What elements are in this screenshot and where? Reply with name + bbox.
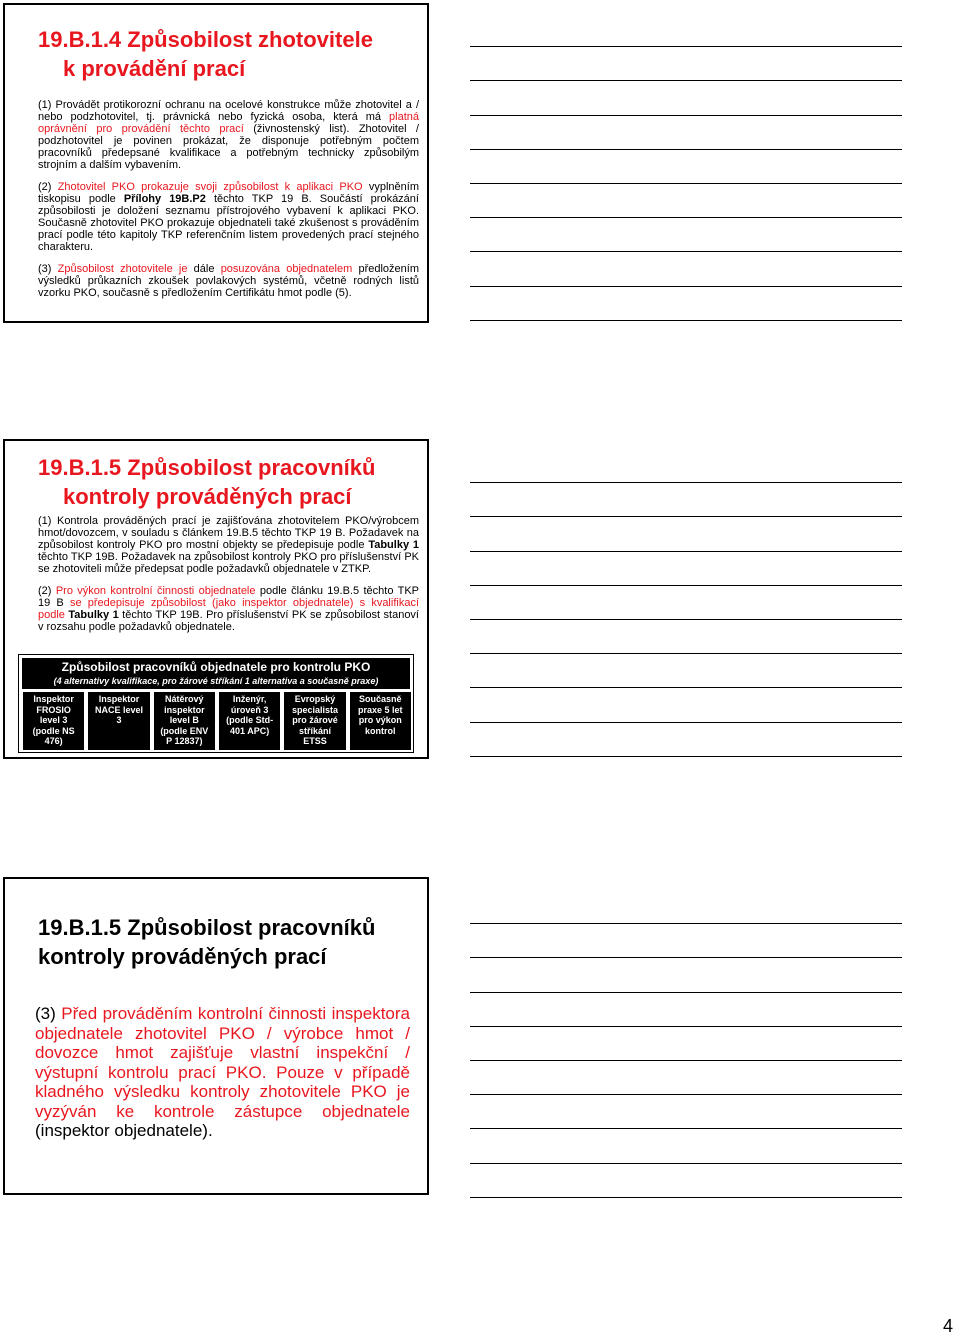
slide-body bbox=[38, 99, 419, 309]
slide-1 bbox=[3, 3, 429, 323]
slide-title bbox=[38, 25, 373, 83]
paragraph bbox=[38, 99, 419, 171]
qualification-table bbox=[18, 654, 414, 753]
table-cell bbox=[154, 692, 215, 750]
note-line bbox=[470, 723, 902, 757]
note-line bbox=[470, 483, 902, 517]
highlighted-text: Zhotovitel PKO prokazuje svoji způsobilost k aplikaci PKO bbox=[57, 181, 363, 193]
note-line bbox=[470, 81, 902, 115]
text-run: (1) Kontrola prováděných prací je zajišťována zhotovitelem PKO/výrobcem hmot/dovozcem, v souladu s článkem 19.B.5 těchto TKP 19 B. Požadavek na způsobilost kontroly PKO pro mostní objekty se předepisuje podle bbox=[38, 515, 419, 551]
bold-text: Tabulky 1 bbox=[68, 609, 119, 621]
cell-line: level B bbox=[169, 715, 199, 725]
text-run: (3) bbox=[38, 263, 58, 275]
table-subheading: (4 alternativy kvalifikace, pro žárové stříkání 1 alternativa a současně praxe) bbox=[53, 676, 379, 686]
text-run: (2) bbox=[38, 181, 58, 193]
note-line bbox=[470, 517, 902, 551]
table-cell bbox=[284, 692, 345, 750]
highlighted-text: Způsobilost zhotovitele je bbox=[57, 263, 188, 275]
text-run: (živnostenský list). Zhotovitel / podzhotovitel je povinen prokázat, že disponuje potřebným počtem pracovníků předepsané kvalifikace a potřebným technicky způsobilým strojním a dalším vybavením. bbox=[38, 123, 419, 171]
cell-line: 401 APC) bbox=[230, 725, 270, 736]
text-run: (inspektor objednatele). bbox=[35, 1121, 213, 1140]
cell-line: kontrol bbox=[365, 725, 396, 736]
slide-2 bbox=[3, 439, 429, 759]
cell-line: pro žárové bbox=[292, 715, 338, 725]
note-line bbox=[470, 1061, 902, 1095]
title-line: 19.B.1.5 Způsobilost pracovníků bbox=[38, 455, 376, 480]
cell-line: Inspektor bbox=[33, 694, 74, 704]
cell-line: Nátěrový bbox=[165, 694, 204, 704]
note-line bbox=[470, 184, 902, 218]
note-line bbox=[470, 654, 902, 688]
text-run: těchto TKP 19 B. Součástí prokázání způsobilosti je doložení seznamu přístrojového vybavení k aplikaci PKO. Současně zhotovitel PKO prokazuje objednateli také zkušenost s prováděním prací podle této kapitoly TKP referenčním listem provedených prací stejného charakteru. bbox=[38, 193, 419, 253]
text-run: dále bbox=[187, 263, 221, 275]
note-line bbox=[470, 993, 902, 1027]
notes-lines bbox=[470, 449, 902, 757]
cell-line: 3 bbox=[116, 715, 122, 725]
note-line bbox=[470, 218, 902, 252]
cell-line: stříkání bbox=[298, 725, 331, 736]
bold-text: Přílohy 19B.P2 bbox=[123, 193, 206, 205]
paragraph bbox=[38, 585, 419, 633]
slide-body bbox=[35, 1004, 410, 1141]
note-line bbox=[470, 449, 902, 483]
note-line bbox=[470, 252, 902, 286]
note-line bbox=[470, 287, 902, 321]
cell-line: NACE level bbox=[94, 704, 143, 715]
table-cells bbox=[23, 692, 411, 750]
cell-line: 476) bbox=[44, 736, 63, 746]
text-run: těchto TKP 19B. Požadavek na způsobilost kontroly PKO pro příslušenství PK se zhotoviteli může předepsat podle požadavků objednatele v ZTKP. bbox=[38, 551, 419, 575]
cell-line: (podle Std- bbox=[226, 715, 274, 725]
note-line bbox=[470, 890, 902, 924]
text-run: vyplněním tiskopisu podle bbox=[38, 181, 419, 205]
cell-line: FROSIO bbox=[36, 704, 71, 715]
cell-line: inspektor bbox=[164, 704, 205, 715]
paragraph bbox=[38, 515, 419, 575]
cell-line: pro výkon bbox=[358, 715, 402, 725]
cell-line: P 12837) bbox=[166, 736, 203, 746]
highlighted-text: Pro výkon kontrolní činnosti objednatele bbox=[55, 585, 256, 597]
text-run: (3) bbox=[35, 1004, 62, 1023]
cell-line: Inspektor bbox=[98, 694, 140, 704]
note-line bbox=[470, 924, 902, 958]
text-run: podle článku 19.B.5 těchto TKP 19 B bbox=[38, 585, 419, 609]
cell-line: Evropský bbox=[294, 694, 336, 704]
paragraph bbox=[38, 181, 419, 253]
cell-line: specialista bbox=[291, 704, 338, 715]
text-run: (1) Provádět protikorozní ochranu na ocelové konstrukce může zhotovitel a / nebo podzhotovitel, tj. právnická nebo fyzická osoba, která má bbox=[38, 99, 419, 123]
note-line bbox=[470, 116, 902, 150]
cell-line: praxe 5 let bbox=[358, 704, 403, 715]
note-line bbox=[470, 1027, 902, 1061]
cell-line: ETSS bbox=[303, 736, 327, 746]
cell-line: úroveň 3 bbox=[230, 704, 269, 715]
table-cell bbox=[88, 692, 149, 750]
note-line bbox=[470, 688, 902, 722]
text-run: těchto TKP 19B. Pro příslušenství PK se způsobilost stanoví v rozsahu podle požadavků objednatele. bbox=[38, 609, 419, 633]
table-heading: Způsobilost pracovníků objednatele pro kontrolu PKO bbox=[61, 660, 371, 674]
text-run: (2) bbox=[38, 585, 56, 597]
cell-line: (podle ENV bbox=[160, 725, 209, 736]
table-cell bbox=[219, 692, 280, 750]
notes-lines bbox=[470, 890, 902, 1198]
note-line bbox=[470, 13, 902, 47]
highlighted-text: posuzována objednatelem bbox=[220, 263, 353, 275]
note-line bbox=[470, 1164, 902, 1198]
bold-text: Tabulky 1 bbox=[368, 539, 419, 551]
table-header bbox=[22, 658, 410, 689]
note-line bbox=[470, 47, 902, 81]
note-line bbox=[470, 150, 902, 184]
note-line bbox=[470, 958, 902, 992]
table-cell bbox=[350, 692, 411, 750]
note-line bbox=[470, 620, 902, 654]
text-run: předložením výsledků průkazních zkoušek povlakových systémů, včetně rodných listů vzorku PKO, současně s předložením Certifikátu hmot podle (5). bbox=[38, 263, 420, 299]
slide-title bbox=[38, 913, 375, 971]
title-line: kontroly prováděných prací bbox=[38, 944, 327, 969]
table-cell bbox=[23, 692, 84, 750]
slide-body bbox=[38, 515, 419, 643]
highlighted-text: platná oprávnění pro provádění těchto prací bbox=[38, 111, 419, 135]
note-line bbox=[470, 552, 902, 586]
title-line: 19.B.1.4 Způsobilost zhotovitele bbox=[38, 27, 373, 52]
cell-line: Současně bbox=[359, 694, 402, 704]
paragraph bbox=[38, 263, 419, 299]
title-line: 19.B.1.5 Způsobilost pracovníků bbox=[38, 915, 376, 940]
note-line bbox=[470, 586, 902, 620]
highlighted-text: se předepisuje způsobilost (jako inspektor objednatele) s kvalifikací podle bbox=[38, 597, 419, 621]
paragraph bbox=[35, 1004, 410, 1141]
title-line: kontroly prováděných prací bbox=[63, 484, 352, 509]
highlighted-text: Před prováděním kontrolní činnosti inspektora objednatele zhotovitel PKO / výrobce hmot / dovozce hmot zajišťuje vlastní inspekční / výstupní kontrolu prací PKO. Pouze v případě kladného výsledku kontroly zhotovitele PKO je vyzýván ke kontrole zástupce objednatele bbox=[35, 1004, 410, 1121]
page-number: 4 bbox=[943, 1316, 954, 1336]
cell-line: (podle NS bbox=[32, 725, 75, 736]
slide-3 bbox=[3, 877, 429, 1195]
cell-line: level 3 bbox=[39, 715, 68, 725]
notes-lines bbox=[470, 13, 902, 321]
note-line bbox=[470, 1095, 902, 1129]
slide-title bbox=[38, 453, 375, 511]
cell-line: Inženýr, bbox=[232, 694, 267, 704]
title-line: k provádění prací bbox=[63, 56, 246, 81]
note-line bbox=[470, 1129, 902, 1163]
